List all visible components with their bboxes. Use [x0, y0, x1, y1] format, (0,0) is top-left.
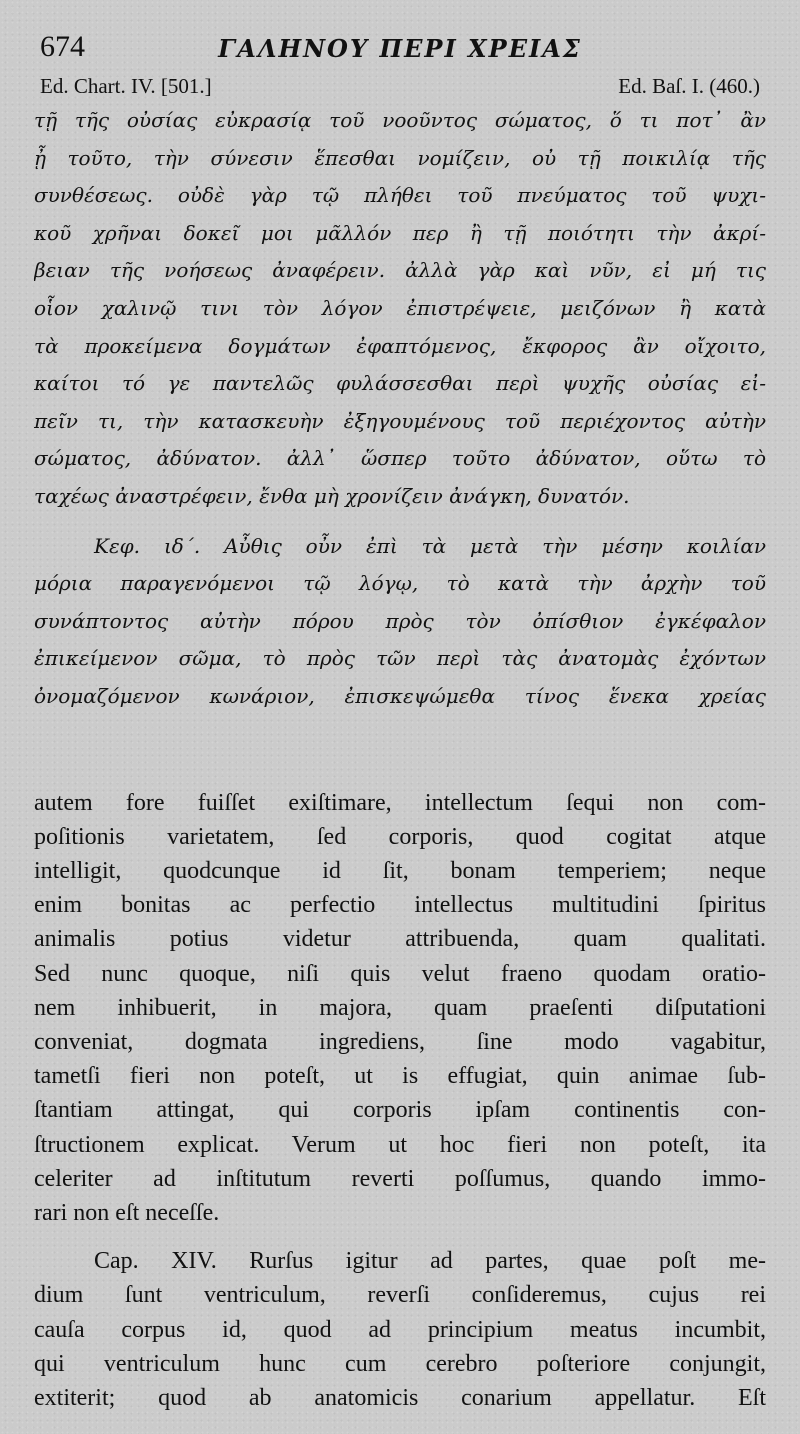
greek-line: ταχέως ἀναστρέφειν, ἔνθα μὴ χρονίζειν ἀνάγκη, δυνατόν.: [34, 483, 630, 508]
greek-line: συνάπτοντος αὐτὴν πόρου πρὸς τὸν ὀπίσθιον ἐγκέφαλον: [34, 608, 766, 633]
edition-chart-reference: Ed. Chart. IV. [501.]: [40, 74, 212, 98]
edition-basel-reference: Ed. Baſ. I. (460.): [618, 74, 760, 98]
greek-line: συνθέσεως. οὐδὲ γὰρ τῷ πλήθει τοῦ πνεύματος τοῦ ψυχι-: [34, 183, 766, 208]
latin-line: animalis potius videtur attribuenda, quam qualitati.: [34, 926, 766, 953]
latin-line: conveniat, dogmata ingrediens, ſine modo vagabitur,: [34, 1028, 766, 1055]
page-number: 674: [40, 30, 85, 63]
greek-line: καίτοι τό γε παντελῶς φυλάσσεσθαι περὶ ψυχῆς οὐσίας εἰ-: [34, 371, 766, 396]
greek-line: κοῦ χρῆναι δοκεῖ μοι μᾶλλόν περ ἢ τῇ ποιότητι τὴν ἀκρί-: [34, 220, 766, 245]
greek-text: [34, 102, 766, 716]
latin-line: rari non eſt neceſſe.: [34, 1199, 220, 1226]
greek-paragraph-1: [34, 102, 766, 516]
page-header: [34, 28, 766, 68]
greek-line: οἷον χαλινῷ τινι τὸν λόγον ἐπιστρέψειε, μειζόνων ἢ κατὰ: [34, 295, 766, 320]
latin-line: tametſi fieri non poteſt, ut is effugiat, quin animae ſub-: [34, 1063, 766, 1090]
latin-line: autem fore fuiſſet exiſtimare, intellectum ſequi non com-: [34, 789, 766, 816]
latin-line: qui ventriculum hunc cum cerebro poſteriore conjungit,: [34, 1350, 766, 1377]
greek-line: ἐπικείμενον σῶμα, τὸ πρὸς τῶν περὶ τὰς ἀνατομὰς ἐχόντων: [34, 646, 766, 671]
latin-line: ſtructionem explicat. Verum ut hoc fieri non poteſt, ita: [34, 1131, 766, 1158]
latin-chapter-heading-line: Cap. XIV. Rurſus igitur ad partes, quae poſt me-: [94, 1248, 766, 1275]
latin-text: [34, 786, 766, 1416]
greek-line: πεῖν τι, τὴν κατασκευὴν ἐξηγουμένους τοῦ περιέχοντος αὐτὴν: [34, 408, 766, 433]
running-title: ΓΑΛΗΝΟΥ ΠΕΡΙ ΧΡΕΙΑΣ: [218, 34, 582, 63]
latin-line: cauſa corpus id, quod ad principium meatus incumbit,: [34, 1316, 766, 1343]
greek-line: μόρια παραγενόμενοι τῷ λόγῳ, τὸ κατὰ τὴν ἀρχὴν τοῦ: [34, 571, 766, 596]
greek-line: βειαν τῆς νοήσεως ἀναφέρειν. ἀλλὰ γὰρ καὶ νῦν, εἰ μή τις: [34, 258, 766, 283]
greek-chapter-heading-line: Κεφ. ιδ΄. Αὖθις οὖν ἐπὶ τὰ μετὰ τὴν μέσην κοιλίαν: [94, 533, 766, 558]
latin-line: intelligit, quodcunque id ſit, bonam temperiem; neque: [34, 857, 766, 884]
latin-line: Sed nunc quoque, niſi quis velut fraeno quodam oratio-: [34, 960, 766, 987]
greek-paragraph-2: [34, 528, 766, 716]
greek-line: τὰ προκείμενα δογμάτων ἐφαπτόμενος, ἔκφορος ἂν οἴχοιτο,: [34, 333, 766, 358]
greek-line: ᾖ τοῦτο, τὴν σύνεσιν ἕπεσθαι νομίζειν, οὐ τῇ ποικιλίᾳ τῆς: [34, 145, 766, 170]
greek-line: ὀνομαζόμενον κωνάριον, ἐπισκεψώμεθα τίνος ἕνεκα χρείας: [34, 683, 766, 708]
latin-line: dium ſunt ventriculum, reverſi conſideremus, cujus rei: [34, 1282, 766, 1309]
latin-line: extiterit; quod ab anatomicis conarium appellatur. Eſt: [34, 1384, 766, 1411]
greek-line: τῇ τῆς οὐσίας εὐκρασίᾳ τοῦ νοοῦντος σώματος, ὅ τι ποτ᾽ ἂν: [34, 108, 766, 132]
latin-paragraph-2: [34, 1244, 766, 1415]
greek-line: σώματος, ἀδύνατον. ἀλλ᾽ ὥσπερ τοῦτο ἀδύνατον, οὕτω τὸ: [34, 446, 766, 471]
latin-line: celeriter ad inſtitutum reverti poſſumus, quando immo-: [34, 1165, 766, 1192]
latin-line: enim bonitas ac perfectio intellectus multitudini ſpiritus: [34, 892, 766, 919]
edition-references: [34, 68, 766, 100]
latin-line: ſtantiam attingat, qui corporis ipſam continentis con-: [34, 1097, 766, 1124]
latin-paragraph-1: [34, 786, 766, 1231]
latin-line: poſitionis varietatem, ſed corporis, quod cogitat atque: [34, 823, 766, 850]
latin-line: nem inhibuerit, in majora, quam praeſenti diſputationi: [34, 994, 766, 1021]
